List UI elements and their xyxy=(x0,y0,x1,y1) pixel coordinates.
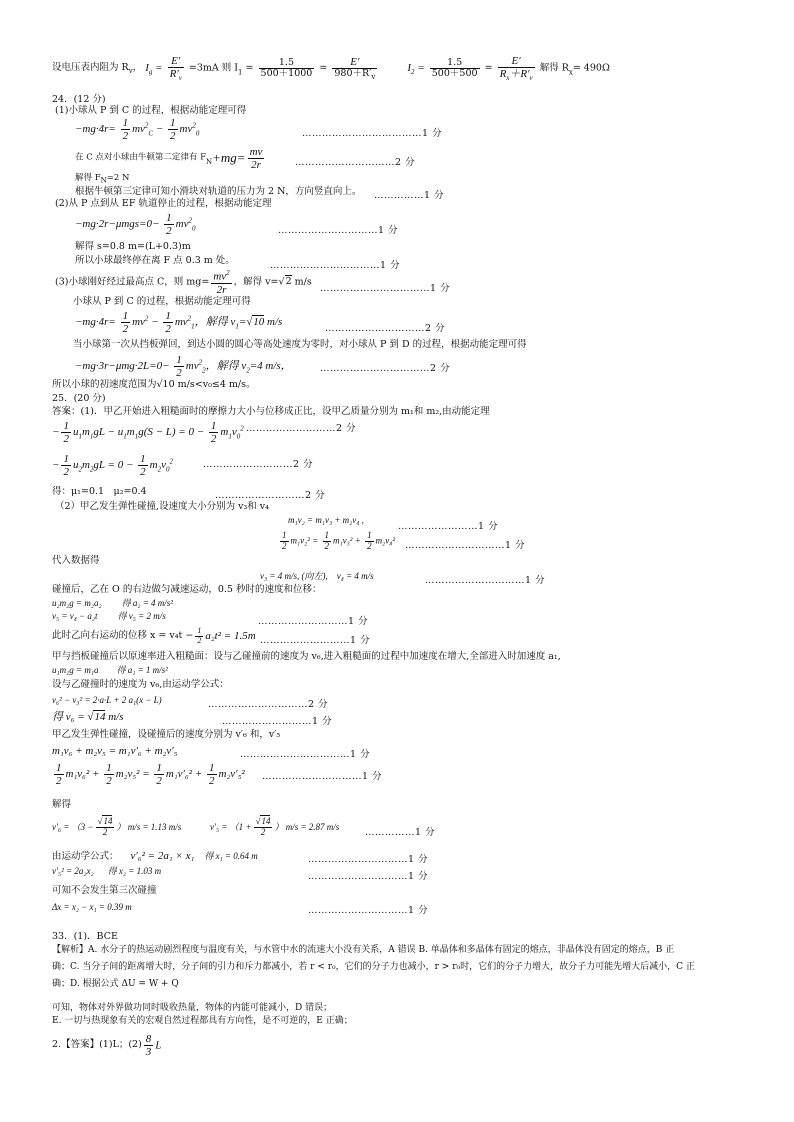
sub: N xyxy=(206,157,213,166)
text: − xyxy=(151,316,159,329)
q25-part6: 甲乙发生弹性碰撞，设碰撞后的速度分别为 v′₆ 和，v′₅ xyxy=(52,729,281,740)
fraction xyxy=(61,420,71,445)
q33-heading: 33．(1)．BCE xyxy=(52,931,118,942)
sub: 1 xyxy=(191,322,195,331)
den: 2 xyxy=(210,433,217,446)
text: v′₅ = （1 + xyxy=(210,822,252,833)
text: m xyxy=(81,426,90,439)
text: ） m/s = 1.13 m/s xyxy=(116,822,182,833)
den: 2r xyxy=(216,283,227,296)
sup: 2 xyxy=(240,424,244,433)
text: =4 m/s， xyxy=(249,360,292,373)
den: 2 xyxy=(209,775,215,788)
den: 2 xyxy=(106,775,112,788)
sub: 1 xyxy=(235,322,239,331)
text: m₁v₆² + xyxy=(65,768,100,781)
text: − xyxy=(155,123,164,136)
text: L xyxy=(155,1039,162,1052)
fraction: $\frac{√14}{2}$ xyxy=(255,816,271,837)
points: …………………………2 分 xyxy=(325,323,446,334)
symbol: I xyxy=(145,61,149,74)
text: (3)小球刚好经过最高点 C，则 mg= xyxy=(55,276,210,288)
fraction xyxy=(163,310,173,335)
q24-stop: 所以小球最终停在离 F 点 0.3 m 处。 xyxy=(75,255,235,266)
den: 2 xyxy=(367,540,372,551)
points: ………………………2 分 xyxy=(203,459,314,470)
points: ………………………………1 分 xyxy=(302,128,443,139)
text: 得 v₅ = 2 m/s xyxy=(117,611,166,621)
fraction xyxy=(104,762,114,787)
q25-eq13: m₁v₆ + m₂v₅ = m₁v′₆ + m₂v′₅ xyxy=(52,745,178,757)
sub: 1 xyxy=(134,432,139,441)
den: 2r xyxy=(251,159,261,172)
den: 500＋500 xyxy=(431,68,478,80)
text: m₁v′₆² + xyxy=(165,768,203,781)
points: ……………………………1 分 xyxy=(240,749,371,760)
q33-analysis-2: 确；C. 当分子间的距离增大时，分子间的引力和斥力都减小，若 r < r₀，它们的分子力也减小，r > r₀时，它们的分子力增大，故分子力可能先增大后减小，C 正 xyxy=(52,962,695,972)
den: 2 xyxy=(324,540,330,551)
den: 2 xyxy=(197,635,202,645)
q25-eq16 xyxy=(52,850,258,863)
fraction xyxy=(195,627,203,646)
points: ……………………………2 分 xyxy=(320,363,451,374)
num: 1 xyxy=(63,453,69,465)
sub: 1 xyxy=(123,432,127,441)
points: …………………………1 分 xyxy=(278,225,399,236)
text: g(S − L) = 0 − xyxy=(138,426,205,439)
fraction xyxy=(144,1033,154,1058)
q24-eq2 xyxy=(75,146,266,171)
sub: 1 xyxy=(78,432,82,441)
text: ，解得 v= xyxy=(233,276,279,288)
sub: C xyxy=(148,129,154,138)
den: 2 xyxy=(140,466,146,479)
q25-heading: 25．(20 分) xyxy=(52,393,106,404)
points: …………………………1 分 xyxy=(308,871,429,882)
den: 2 xyxy=(122,130,129,143)
num: 1 xyxy=(56,762,62,774)
sub: 0 xyxy=(236,432,241,441)
text: m₂v₄² xyxy=(375,535,396,546)
sup: 2 xyxy=(144,314,149,323)
q25-eq4: m₁v₂ = m₁v₃ + m₂v₄ , xyxy=(288,515,364,525)
text: v₅ = v₄ − a₂t xyxy=(52,611,98,621)
points: …………………………2 分 xyxy=(295,157,416,168)
num: 1 xyxy=(367,530,372,540)
q24-part2: (2)从 P 点到从 EF 轨道停止的过程，根据动能定理 xyxy=(55,198,272,209)
q24-part5: 当小球第一次从挡板弹回，到达小圆的圆心等高处速度为零时，对小球从 P 到 D 的过程，根据动能定理可得 xyxy=(73,339,527,350)
text: m₂v₅² = xyxy=(115,768,150,781)
q33-analysis-1: 【解析】A. 水分子的热运动剧烈程度与温度有关，与水管中水的流速大小没有关系，A 错误 B. 单晶体和多晶体有固定的熔点，非晶体没有固定的熔点，B 正 xyxy=(52,945,675,955)
fraction xyxy=(259,58,315,80)
q24-part1: (1)小球从 P 到 C 的过程，根据动能定理可得 xyxy=(55,105,247,116)
q25-mu: 得：μ₁=0.1 μ₂=0.4 xyxy=(52,486,147,497)
num: mv xyxy=(213,270,227,283)
text: v xyxy=(231,426,237,439)
q24-eq1 xyxy=(75,117,199,142)
q25-eq5 xyxy=(278,531,395,552)
fraction xyxy=(430,58,480,80)
q33-analysis-4: 可知，物体对外界做功同时吸收热量，物体的内能可能减小，D 错误； xyxy=(52,1003,333,1013)
q33-answer-2 xyxy=(52,1033,161,1058)
sub: 1 xyxy=(228,432,232,441)
points: ……………………………1 分 xyxy=(320,283,451,294)
text: 得 x₁ = 0.64 m xyxy=(204,851,258,861)
q33-analysis-5: E. 一切与热现象有关的宏观自然过程都具有方向性，是不可逆的，E 正确； xyxy=(52,1016,353,1026)
num: 1 xyxy=(106,762,112,774)
den: 2 xyxy=(282,540,287,551)
sup: 2 xyxy=(169,457,173,466)
radicand: 2 xyxy=(285,276,292,288)
fraction xyxy=(211,270,231,296)
text: = 490Ω xyxy=(572,62,610,74)
sub: 2 xyxy=(78,465,82,474)
text: mv xyxy=(175,218,189,231)
text: m xyxy=(81,459,90,472)
text: ，解得 v xyxy=(205,360,247,373)
q25-part3: 碰撞后，乙在 O 的右边做匀减速运动，0.5 秒时的速度和位移： xyxy=(52,584,322,595)
sup: 2 xyxy=(187,314,192,323)
text: 此时乙向右运动的位移 x = v₄t − xyxy=(52,629,194,641)
text: 设电压表内阻为 R xyxy=(52,62,129,74)
sub: x xyxy=(568,68,573,77)
q25-part4: 甲与挡板碰撞后以原速率进入粗糙面：设与乙碰撞前的速度为 v₆,进入粗糙面的过程中加速度在增大,全部进入时加速度 a₁, xyxy=(52,651,561,662)
radicand: 14 xyxy=(103,816,113,826)
num: 1 xyxy=(282,530,287,540)
points: …………………………1 分 xyxy=(308,905,429,916)
den: 3 xyxy=(145,1046,152,1059)
sup: 2 xyxy=(226,269,230,277)
num: 1.5 xyxy=(430,58,480,69)
fraction: $\frac{√14}{2}$ xyxy=(97,816,113,837)
q25-part1: 答案：(1)．甲乙开始进入粗糙面时的摩擦力大小与位移成正比，设甲乙质量分别为 m₁和 m₂,由动能定理 xyxy=(52,406,490,417)
sub: g xyxy=(148,68,153,77)
text: u xyxy=(72,459,79,472)
text: u₂m₂g = m₂a₂ xyxy=(52,598,102,608)
fraction xyxy=(54,762,64,787)
q24-heading: 24．(12 分) xyxy=(52,94,106,105)
text: =3mA 则 I xyxy=(188,62,239,74)
den: 980＋R′ xyxy=(334,68,372,80)
fraction xyxy=(280,531,289,552)
fraction xyxy=(207,762,217,787)
text: m₂v′₅² xyxy=(218,768,245,781)
sup: 2 xyxy=(198,358,203,367)
text: −mg·4r= xyxy=(75,123,116,136)
radicand: 10 xyxy=(253,316,265,329)
den: 2 xyxy=(260,826,266,837)
q25-part2: （2）甲乙发生弹性碰撞,设速度大小分别为 v₃和 v₄ xyxy=(55,501,269,512)
sub: v xyxy=(178,74,182,83)
sub: 2 xyxy=(202,366,206,375)
den: 500＋1000 xyxy=(260,68,313,80)
q24-result2: 解得 s=0.8 m=(L+0.3)m xyxy=(75,241,191,252)
text: − xyxy=(52,459,60,472)
num: 1 xyxy=(170,117,176,129)
fraction xyxy=(168,55,184,83)
q24-part3: (3)小球刚好经过最高点 C，则 mg= $\frac{mv^2}{2r}$ ，解得 v=√2 m/s xyxy=(55,269,312,296)
den: R′ xyxy=(169,68,179,81)
q25-substitute: 代入数据得 xyxy=(52,555,100,566)
text: v xyxy=(161,459,166,472)
sub: 1 xyxy=(238,68,243,77)
q24-eq5 xyxy=(75,354,292,379)
fraction xyxy=(332,56,377,82)
text: mv xyxy=(174,316,188,329)
fraction xyxy=(138,453,148,478)
sup: 2 xyxy=(192,121,196,130)
fraction xyxy=(498,55,535,83)
num: 1 xyxy=(209,762,215,774)
fraction xyxy=(164,212,174,237)
fraction xyxy=(61,453,71,478)
points: …………………………1 分 xyxy=(405,540,526,551)
q25-eq17 xyxy=(52,866,161,876)
q24-conclusion: 所以小球的初速度范围为√10 m/s<v₀≤4 m/s。 xyxy=(52,379,256,390)
text: m xyxy=(220,426,229,439)
q25-eq9 xyxy=(52,627,256,646)
points: ………………………1 分 xyxy=(258,616,369,627)
num: E′ xyxy=(168,55,184,68)
text: m xyxy=(149,459,158,472)
text: = xyxy=(238,316,247,329)
resistance-equation: 设电压表内阻为 $R_v$， $I_g$ = $\frac{E'}{R'_v}$ =3mA 则 $I_1$ = $\frac{1.5}{500+1000}$ = $\frac{E'}{980+R'_v}$ $I_2$ = $\frac{1.5}{500+500}$ = $\frac{E'}{R_x+R'_v}$ 解得 $R_x= 490\Omega$ xyxy=(52,55,610,83)
text: 解得 R xyxy=(539,62,569,74)
sub: 0 xyxy=(192,224,196,233)
text: gL − u xyxy=(93,426,124,439)
q25-eq14 xyxy=(52,762,245,787)
den: R xyxy=(499,68,507,81)
points: ……………1 分 xyxy=(365,827,436,838)
sub: N xyxy=(100,176,107,185)
q25-part5: 设与乙碰撞时的速度为 v₆,由运动学公式： xyxy=(52,679,229,690)
text: 得 v₆ = xyxy=(52,711,88,723)
text: gL = 0 − xyxy=(93,459,134,472)
num: 1 xyxy=(166,212,172,224)
q25-eq15a xyxy=(52,817,181,838)
num: 1 xyxy=(140,453,146,465)
num: 1.5 xyxy=(259,58,315,69)
q25-eq10 xyxy=(52,665,168,675)
text: −mg·3r−μmg·2L=0− xyxy=(75,360,170,373)
num: 1 xyxy=(197,626,202,635)
den: 2 xyxy=(165,323,171,336)
text: 解得 F xyxy=(75,173,101,183)
text: =2 N xyxy=(106,173,130,183)
text: a₂t² = 1.5m xyxy=(205,629,256,642)
text: m xyxy=(126,426,135,439)
text: ， xyxy=(132,62,143,74)
symbol: = xyxy=(155,61,163,74)
den: 2 xyxy=(166,225,172,238)
text: mv xyxy=(185,360,199,373)
points: …………………………2 分 xyxy=(208,699,329,710)
den: 2 xyxy=(63,433,69,446)
sub: 2 xyxy=(246,366,250,375)
points: ………………………1 分 xyxy=(222,716,333,727)
q25-eq7 xyxy=(52,598,173,608)
points: ……………1 分 xyxy=(374,190,445,201)
fraction xyxy=(209,420,219,445)
text: m/s xyxy=(105,711,124,723)
text: m/s xyxy=(264,316,283,329)
num: 1 xyxy=(176,354,182,366)
text: mv xyxy=(179,123,193,136)
points: ……………………………1 分 xyxy=(270,260,401,271)
fraction xyxy=(248,146,265,171)
sub: 2 xyxy=(411,68,415,77)
den: 2 xyxy=(156,775,162,788)
q25-eq18: Δx = x₂ − x₁ = 0.39 m xyxy=(52,902,132,912)
text: u xyxy=(72,426,79,439)
sub: 2 xyxy=(157,465,162,474)
sub: v xyxy=(529,74,533,83)
q25-no-third: 可知不会发生第三次碰撞 xyxy=(52,885,157,896)
q24-eq3 xyxy=(75,212,196,237)
num: mv xyxy=(249,146,263,158)
text: 由运动学公式： xyxy=(52,851,119,862)
fraction xyxy=(121,310,131,335)
text: 在 C 点对小球由牛顿第二定律有 F xyxy=(75,152,207,163)
sub: 0 xyxy=(166,465,170,474)
fraction xyxy=(365,531,374,552)
q24-part4: 小球从 P 到 C 的过程，根据动能定理可得 xyxy=(73,296,251,307)
points: ………………………1 分 xyxy=(260,635,371,646)
text: m/s xyxy=(291,276,312,288)
fraction xyxy=(323,531,332,552)
points: …………………………1 分 xyxy=(308,854,429,865)
sub: x xyxy=(506,74,510,83)
q33-analysis-3: 确；D. 根据公式 ΔU = W + Q xyxy=(52,979,179,989)
text: − xyxy=(52,426,60,439)
q25-solve: 解得 xyxy=(52,799,72,810)
den: 2 xyxy=(56,775,62,788)
points: …………………………1 分 xyxy=(425,575,546,586)
points: ………………………2 分 xyxy=(215,490,326,501)
symbol: I xyxy=(407,61,412,74)
num: 1 xyxy=(156,762,162,774)
sub: v xyxy=(128,66,133,75)
q25-eq8 xyxy=(52,611,166,621)
text: v′₅² = 2a₂x₂ xyxy=(52,866,94,876)
sub: v xyxy=(371,73,376,82)
text: −mg·2r−μmgs=0− xyxy=(75,218,160,231)
fraction xyxy=(154,762,164,787)
num: 1 xyxy=(324,530,330,540)
text: m₁v₃² + xyxy=(333,535,361,546)
points: ………………………2 分 xyxy=(246,423,357,434)
radicand: 14 xyxy=(94,711,106,723)
den: 2 xyxy=(122,323,129,336)
text: v′₆ = （3 − xyxy=(52,822,94,833)
den: 2 xyxy=(176,367,182,380)
den: 2 xyxy=(170,130,176,143)
fraction xyxy=(168,117,178,142)
num: 1 xyxy=(165,310,171,322)
q25-eq11: v₆² − v₃² = 2·a·L + 2 a₁(x − L) xyxy=(52,695,162,705)
num: 1 xyxy=(63,420,69,432)
fraction xyxy=(121,117,131,142)
q25-eq15b xyxy=(210,817,339,838)
sup: 2 xyxy=(144,121,149,130)
q24-newton3: 根据牛顿第三定律可知小滑块对轨道的压力为 2 N，方向竖直向上。 xyxy=(75,186,362,197)
text: 得 x₂ = 1.03 m xyxy=(107,866,162,876)
text: u₁m₁g = m₁a xyxy=(52,665,99,675)
q24-result1 xyxy=(75,174,129,185)
text: 得 a₂ = 4 m/s² xyxy=(121,598,173,608)
fraction xyxy=(174,354,184,379)
num: 8 xyxy=(145,1033,152,1045)
num: E′ xyxy=(332,56,377,69)
text: mv xyxy=(132,316,145,329)
points: …………………………1 分 xyxy=(262,771,383,782)
q24-eq4: −mg·4r= $\frac{1}{2}$ $mv^2$ − $\frac{1}{2}$ $mv^2_1$，解得 $v_1=√10$ m/s xyxy=(75,310,283,336)
sub: 0 xyxy=(195,129,200,138)
den: 2 xyxy=(102,826,108,837)
q25-eq12: 得 v₆ = √14 m/s xyxy=(52,711,124,723)
sub: 1 xyxy=(89,432,94,441)
text: ） m/s = 2.87 m/s xyxy=(274,822,340,833)
num: 1 xyxy=(122,310,129,322)
text: −mg·4r= xyxy=(75,316,116,329)
text: m₁v₂² = xyxy=(290,535,319,546)
text: 2.【答案】(1)L；(2) xyxy=(52,1039,142,1051)
num: E′ xyxy=(498,55,535,68)
q25-eq6: v₃ = 4 m/s, (向左), v₄ = 4 m/s xyxy=(260,571,374,581)
den: 2 xyxy=(63,466,69,479)
text: +mg= xyxy=(212,150,246,166)
text: v′₆² = 2a₁ × x₁ xyxy=(130,850,195,862)
den: ＋R′ xyxy=(509,68,530,81)
sup: 2 xyxy=(188,216,192,225)
q25-eq1 xyxy=(52,420,244,445)
radicand: 14 xyxy=(261,816,271,826)
text: mv xyxy=(132,123,145,136)
sub: 2 xyxy=(89,465,94,474)
num: 1 xyxy=(122,117,129,129)
points: ……………………1 分 xyxy=(398,521,499,532)
text: ，解得 v xyxy=(194,316,236,329)
num: 1 xyxy=(210,420,217,432)
text: 得 a₁ = 1 m/s² xyxy=(116,665,168,675)
q25-eq2 xyxy=(52,453,173,478)
